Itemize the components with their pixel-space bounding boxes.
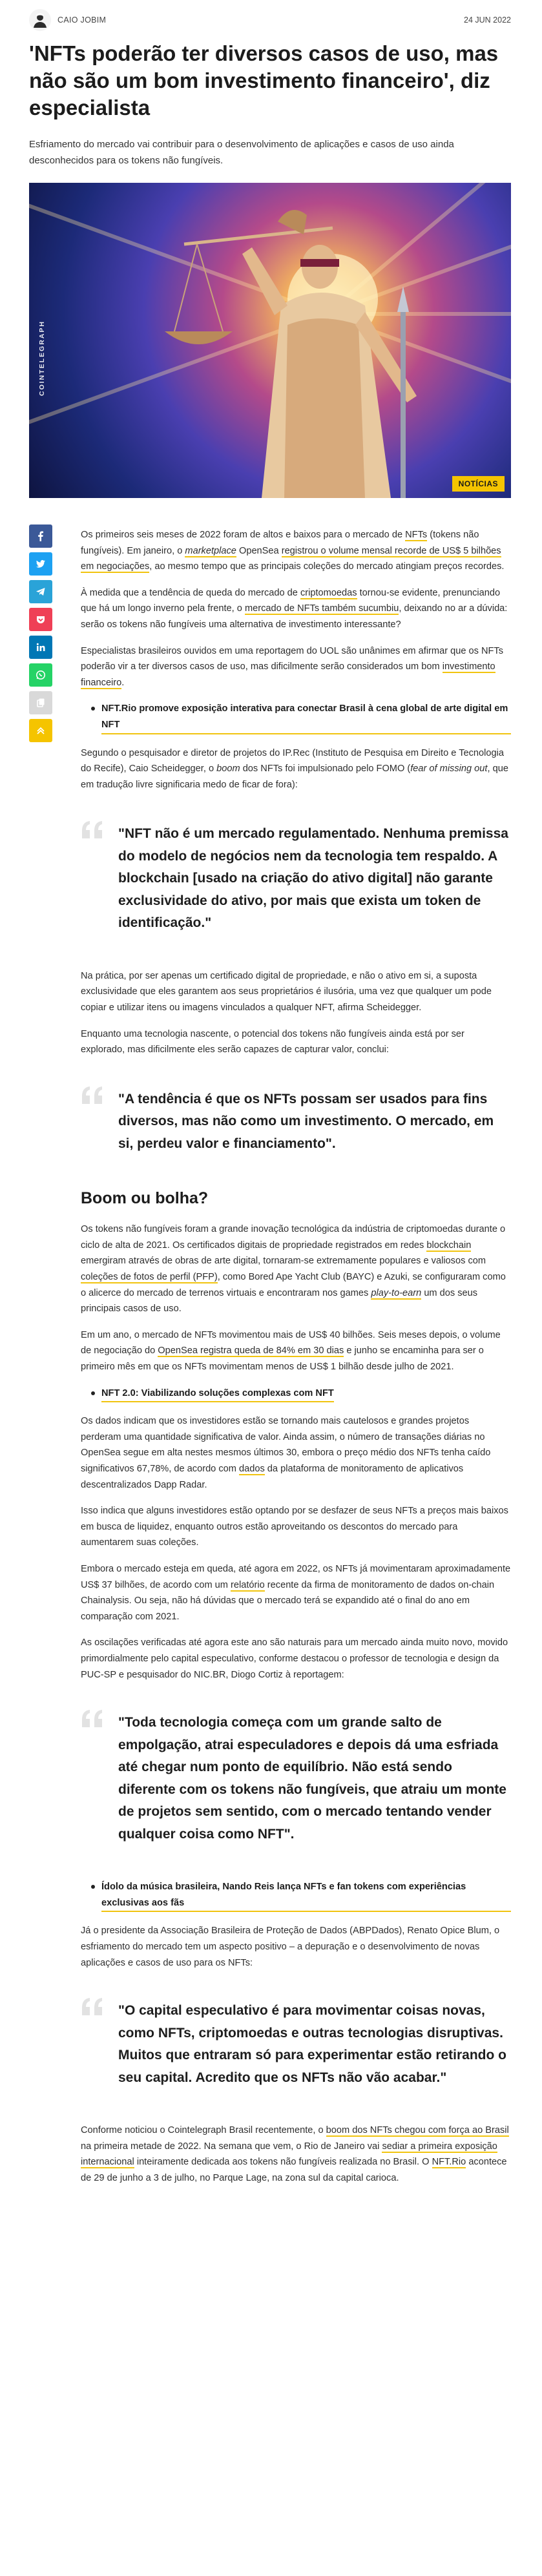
lady-justice-illustration [29,183,511,498]
telegram-share-button[interactable] [29,580,52,603]
article-title: 'NFTs poderão ter diversos casos de uso, mas não são um bom investimento financeiro', diz especialista [29,41,499,119]
copy-link-button[interactable] [29,691,52,714]
inline-link[interactable]: criptomoedas [300,587,357,598]
author-name[interactable]: CAIO JOBIM [57,16,107,25]
paragraph: Já o presidente da Associação Brasileira de Proteção de Dados (ABPDados), Renato Opice Blum, o esfriamento do mercado tem um aspecto positivo – a depuração e o desenvolvimento de novas aplicações e casos de uso para os NFTs: [81,1926,500,1968]
pull-quote: "NFT não é um mercado regulamentado. Nenhuma premissa do modelo de negócios nem da tecnologia tem respaldo. A blockchain [usado na criação do ativo digital] não garante exclusividade do ativo, por mais que exista um token de identificação." [81,823,511,935]
facebook-share-button[interactable] [29,525,52,548]
publish-date: 24 JUN 2022 [464,16,511,25]
inline-link[interactable]: NFT.Rio [432,2157,466,2168]
twitter-share-button[interactable] [29,552,52,576]
twitter-icon [36,559,46,569]
linkedin-icon [36,642,46,652]
image-credit: COINTELEGRAPH [38,320,46,396]
avatar[interactable] [29,9,51,31]
category-badge[interactable]: NOTÍCIAS [452,476,505,492]
inline-link[interactable]: investimento financeiro [81,661,495,688]
copy-link-icon [36,698,46,708]
paragraph: Especialistas brasileiros ouvidos em uma reportagem do UOL são unânimes em afirmar que os NFTs poderão vir a ter diversos casos de uso, mas dificilmente serão considerados um bom investimento financeiro. [81,645,504,688]
paragraph: Os tokens não fungíveis foram a grande inovação tecnológica da indústria de criptomoedas durante o ciclo de alta de 2021. Os certificados digitais de propriedade registrados em redes blockchain emergiram através de obras de arte digital, tornaram-se extremamente populares e valiosos com coleções de fotos de perfil (PFP), como Bored Ape Yacht Club (BAYC) e Azuki, se configuraram como o alicerce do mercado de terrenos virtuais e encontraram nos games play-to-earn um dos seus principais casos de uso. [81,1224,506,1314]
linkedin-share-button[interactable] [29,636,52,659]
pocket-icon [36,614,46,625]
share-bar [29,525,52,747]
author[interactable] [29,9,106,31]
article [29,0,511,498]
paragraph: Segundo o pesquisador e diretor de projetos do IP.Rec (Instituto de Pesquisa em Direito e Tecnologia do Recife), Caio Scheidegger, o boom dos NFTs foi impulsionado pelo FOMO (fear of missing out, que em tradução livre significaria medo de ficar de fora): [81,747,508,790]
paragraph: Conforme noticiou o Cointelegraph Brasil recentemente, o boom dos NFTs chegou com força ao Brasil na primeira metade de 2022. Na semana que vem, o Rio de Janeiro vai sediar a primeira exposição internacional inteiramente dedicada aos tokens não fungíveis realizada no Brasil. O NFT.Rio acontece de 29 de junho a 3 de julho, no Parque Lage, na zona sul da capital carioca. [81,2125,509,2183]
pull-quote: "O capital especulativo é para movimentar coisas novas, como NFTs, criptomoedas e outras tecnologias disruptivas. Muitos que entraram só para experimentar estão retirando o seu capital. Acredito que os NFTs não vão acabar." [81,2000,511,2089]
pocket-share-button[interactable] [29,608,52,631]
whatsapp-share-button[interactable] [29,663,52,687]
paragraph: Isso indica que alguns investidores estão optando por se desfazer de seus NFTs a preços mais baixos em busca de liquidez, enquanto outros estão aproveitando os descontos do mercado para aumentarem suas coleções. [81,1506,508,1548]
quote-mark-icon [81,1086,104,1105]
hero-image [29,183,511,498]
quote-mark-icon [81,820,104,840]
article-body [81,527,511,2196]
paragraph: Enquanto uma tecnologia nascente, o potencial dos tokens não fungíveis ainda está por ser explorado, mas dificilmente eles serão capazes de capturar valor, conclui: [81,1028,464,1055]
inline-link[interactable]: boom dos NFTs chegou com força ao Brasil [326,2125,509,2136]
paragraph: Os dados indicam que os investidores estão se tornando mais cautelosos e grandes projetos perderam uma quantidade significativa de valor. Ainda assim, o número de transações diárias no OpenSea segue em alta nestes mesmos últimos 30, embora o preço médio dos NFTs tenha caído significativos 67,78%, de acordo com dados da plataforma de monitoramento de aplicativos descentralizados Dapp Radar. [81,1416,491,1490]
pull-quote: "A tendência é que os NFTs possam ser usados para fins diversos, mas não como um investimento. O mercado, em si, perdeu valor e financiamento". [81,1088,511,1156]
article-lead: Esfriamento do mercado vai contribuir para o desenvolvimento de aplicações e casos de uso ainda desconhecidos para os tokens não fungíveis. [29,139,454,166]
author-avatar-icon [32,12,48,28]
related-article-link[interactable]: NFT.Rio promove exposição interativa para conectar Brasil à cena global de arte digital em NFT [91,701,511,734]
whatsapp-icon [36,670,46,680]
paragraph: Na prática, por ser apenas um certificado digital de propriedade, e não o ativo em si, a suposta exclusividade que eles garantem aos seus proprietários é ilusória, uma vez que qualquer um pode copiar e utilizar itens ou imagens vinculados a qualquer NFT, afirma Scheidegger. [81,970,492,1013]
scroll-top-icon [36,725,46,736]
inline-link[interactable]: coleções de fotos de perfil (PFP) [81,1272,218,1283]
inline-link[interactable]: OpenSea registra queda de 84% em 30 dias [158,1345,344,1356]
section-heading: Boom ou bolha? [81,1189,209,1208]
telegram-icon [36,587,46,597]
quote-mark-icon [81,1997,104,2017]
paragraph: Em um ano, o mercado de NFTs movimentou mais de US$ 40 bilhões. Seis meses depois, o volume de negociação do OpenSea registra queda de 84% em 30 dias e junho se encaminha para ser o primeiro mês em que os NFTs movimentam menos de US$ 1 bilhão desde julho de 2021. [81,1329,501,1373]
inline-link[interactable]: mercado de NFTs também sucumbiu [244,603,399,614]
quote-mark-icon [81,1709,104,1729]
inline-link[interactable]: registrou o volume mensal recorde de US$ 5 bilhões em negociações [81,545,501,572]
inline-link[interactable]: dados [238,1464,265,1474]
pull-quote: "Toda tecnologia começa com um grande salto de empolgação, atrai especuladores e depois dá uma esfriada até chegar num ponto de equilíbrio. Não está sendo diferente com os tokens não fungíveis, que atraiu um monte de projetos sem sentido, com o mercado tentando vender qualquer coisa como NFT". [81,1712,511,1845]
paragraph: À medida que a tendência de queda do mercado de criptomoedas tornou-se evidente, prenunciando que há um longo inverno pela frente, o mercado de NFTs também sucumbiu, deixando no ar a dúvida: serão os tokens não fungíveis uma alternativa de investimento interessante? [81,587,508,630]
paragraph: Embora o mercado esteja em queda, até agora em 2022, os NFTs já movimentaram aproximadamente US$ 37 bilhões, de acordo com um relatório recente da firma de monitoramento de dados on-chain Chainalysis. Ou seja, não há dúvidas que o mercado terá se expandido até o final do ano em comparação com 2021. [81,1563,511,1622]
related-article-link[interactable]: Ídolo da música brasileira, Nando Reis lança NFTs e fan tokens com experiências exclusivas aos fãs [91,1879,511,1912]
inline-link[interactable]: NFTs [405,530,428,540]
article-header-bar [29,0,511,40]
inline-link[interactable]: blockchain [426,1240,472,1251]
paragraph: As oscilações verificadas até agora este ano são naturais para um mercado ainda muito novo, movido primordialmente pelo capital especulativo, conforme destacou o professor de tecnologia e design da PUC-SP e pesquisador do NIC.BR, Diogo Cortiz à reportagem: [81,1637,508,1680]
paragraph: Os primeiros seis meses de 2022 foram de altos e baixos para o mercado de NFTs (tokens não fungíveis). Em janeiro, o marketplace OpenSea registrou o volume mensal recorde de US$ 5 bilhões em negociações, ao mesmo tempo que as principais coleções do mercado atingiam preços recordes. [81,530,505,572]
inline-link[interactable]: play-to-earn [371,1287,422,1298]
inline-link[interactable]: marketplace [185,545,236,556]
facebook-icon [36,531,46,541]
scroll-top-button[interactable] [29,719,52,742]
related-article-link[interactable]: NFT 2.0: Viabilizando soluções complexas com NFT [91,1386,511,1403]
inline-link[interactable]: relatório [231,1579,265,1590]
inline-link[interactable]: sediar a primeira exposição internacional [81,2141,497,2168]
